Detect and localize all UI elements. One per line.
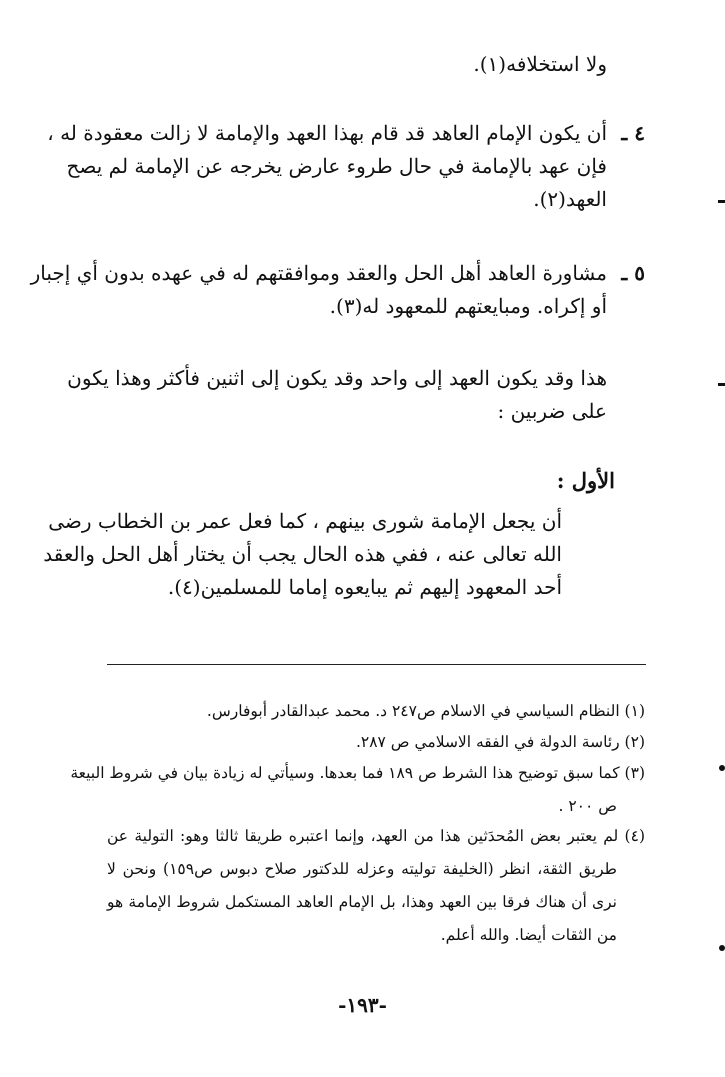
text-line: أحد المعهود إليهم ثم يبايعوه إماما للمسلمين(٤).: [167, 575, 562, 599]
footnote-2: (٢) رئاسة الدولة في الفقه الاسلامي ص ٢٨٧.: [355, 733, 645, 751]
text-line: أن يجعل الإمامة شورى بينهم ، كما فعل عمر بن الخطاب رضى: [48, 509, 562, 533]
page-number: -١٩٣-: [338, 993, 387, 1017]
footnote-3: (٣) كما سبق توضيح هذا الشرط ص ١٨٩ فما بعدها. وسيأتي له زيادة بيان في شروط البيعة ص ٢٠٠ .: [70, 764, 645, 815]
footnote-1: (١) النظام السياسي في الاسلام ص٢٤٧ د. محمد عبدالقادر أبوفارس.: [206, 702, 645, 720]
text-line: هذا وقد يكون العهد إلى واحد وقد يكون إلى اثنين فأكثر وهذا يكون: [67, 366, 607, 390]
text-line: فإن عهد بالإمامة في حال طروء عارض يخرجه عن الإمامة لم يصح: [66, 154, 607, 178]
intro-paragraph: [67, 362, 607, 428]
footnote-4: (٤) لم يعتبر بعض المُحدَثين هذا من العهد، وإنما اعتبره طريقا ثالثا وهو: التولية عن طريق الثقة، انظر (الخليفة توليته وعزله للدكتور صلاح دبوس ص١٥٩) ونحن لا نرى أن هناك فرقا بين العهد وهذا، بل الإمام العاهد المستكمل شروط الإمامة هو من الثقات أيضا. والله أعلم.: [107, 827, 645, 944]
section-heading-first: الأول :: [556, 468, 615, 493]
scan-mark: [718, 383, 725, 386]
footnote-separator: [107, 664, 646, 665]
text-line: على ضربين :: [497, 399, 607, 423]
text-line: أو إكراه. ومبايعتهم للمعهود له(٣).: [329, 294, 607, 318]
first-type-text: [43, 505, 562, 604]
text-line: الله تعالى عنه ، ففي هذه الحال يجب أن يختار أهل الحل والعقد: [43, 542, 562, 566]
scan-mark: [719, 945, 725, 951]
item-number-4: ٤ ـ: [621, 121, 645, 145]
continuation-line: ولا استخلافه(١).: [473, 52, 607, 76]
text-line: مشاورة العاهد أهل الحل والعقد وموافقتهم له في عهده بدون أي إجبار: [30, 261, 607, 285]
item-5-text: [30, 257, 607, 323]
item-4-text: [47, 117, 607, 216]
text-line: أن يكون الإمام العاهد قد قام بهذا العهد والإمامة لا زالت معقودة له ،: [47, 121, 607, 145]
item-number-5: ٥ ـ: [621, 261, 645, 285]
scan-mark: [719, 765, 725, 771]
scan-mark: [718, 200, 725, 203]
text-line: العهد(٢).: [533, 187, 607, 211]
